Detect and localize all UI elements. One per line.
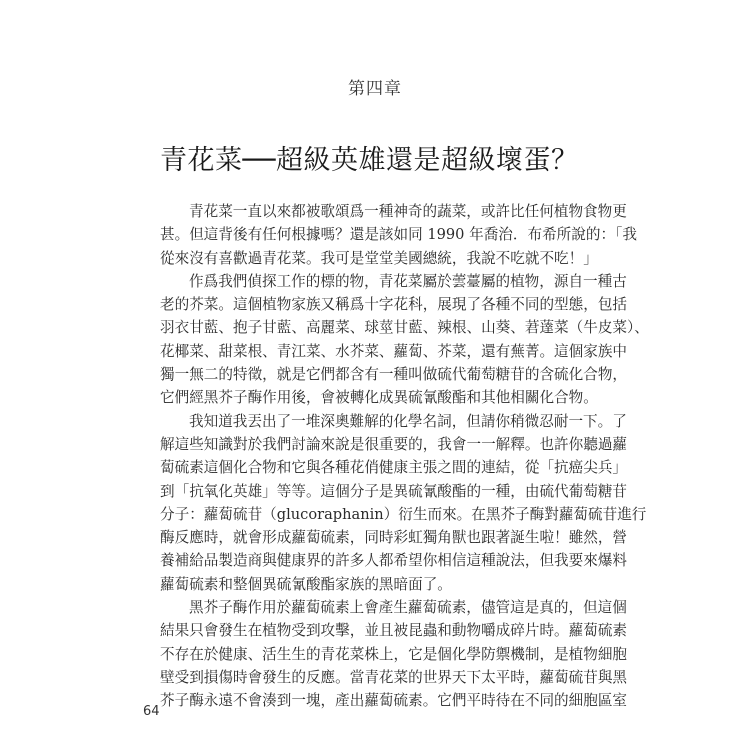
text-line: 蔔硫素這個化合物和它與各種花俏健康主張之間的連結，從「抗癌尖兵」 (160, 459, 628, 477)
paragraph-first-line: 作爲我們偵探工作的標的物，青花菜屬於蕓薹屬的植物，源自一種古 (189, 272, 627, 290)
text-line: 它們經黑芥子酶作用後，會被轉化成異硫氰酸酯和其他相關化合物。 (160, 389, 598, 407)
paragraph-first-line: 黑芥子酶作用於蘿蔔硫素上會產生蘿蔔硫素，儘管這是真的，但這個 (189, 599, 627, 617)
text-line: 分子：蘿蔔硫苷（glucoraphanin）衍生而來。在黑芥子酶對蘿蔔硫苷進行 (160, 505, 647, 523)
text-line: 結果只會發生在植物受到攻擊，並且被昆蟲和動物嚼成碎片時。蘿蔔硫素 (160, 622, 628, 640)
text-line: 壁受到損傷時會發生的反應。當青花菜的世界天下太平時，蘿蔔硫苷與黑 (160, 668, 628, 686)
text-line: 養補給品製造商與健康界的許多人都希望你相信這種說法，但我要來爆料 (160, 552, 628, 570)
text-line: 從來沒有喜歡過青花菜。我可是堂堂美國總統，我說不吃就不吃！」 (160, 249, 598, 267)
text-line: 蘿蔔硫素和整個異硫氰酸酯家族的黑暗面了。 (160, 575, 452, 593)
chapter-title: 青花菜──超級英雄還是超級壞蛋？ (160, 145, 579, 176)
body-text (160, 200, 649, 713)
page-number: 64 (143, 704, 160, 719)
paragraph-first-line: 我知道我丟出了一堆深奧難解的化學名詞，但請你稍微忍耐一下。了 (189, 412, 627, 430)
text-line: 獨一無二的特徵，就是它們都含有一種叫做硫代葡萄糖苷的含硫化合物， (160, 366, 628, 384)
paragraph-first-line: 青花菜一直以來都被歌頌爲一種神奇的蔬菜，或許比任何植物食物更 (189, 203, 627, 220)
text-line: 花椰菜、甜菜根、青江菜、水芥菜、蘿蔔、芥菜，還有蕪菁。這個家族中 (160, 342, 628, 360)
text-line: 到「抗氧化英雄」等等。這個分子是異硫氰酸酯的一種，由硫代葡萄糖苷 (160, 482, 628, 500)
text-line: 羽衣甘藍、抱子甘藍、高麗菜、球莖甘藍、辣根、山葵、莙薘菜（牛皮菜）、 (160, 319, 649, 337)
text-line: 不存在於健康、活生生的青花菜株上，它是個化學防禦機制，是植物細胞 (160, 645, 628, 663)
text-line: 解這些知識對於我們討論來說是很重要的，我會一一解釋。也許你聽過蘿 (160, 435, 628, 453)
text-line: 芥子酶永遠不會湊到一塊，產出蘿蔔硫素。它們平時待在不同的細胞區室 (160, 692, 628, 710)
chapter-label: 第四章 (348, 79, 402, 99)
text-line: 酶反應時，就會形成蘿蔔硫素，同時彩虹獨角獸也跟著誕生啦！雖然，營 (160, 529, 628, 547)
text-line: 老的芥菜。這個植物家族又稱爲十字花科，展現了各種不同的型態，包括 (160, 296, 628, 314)
text-line: 甚。但這背後有任何根據嗎？還是該如同 1990 年喬治．布希所說的：「我 (160, 226, 637, 244)
